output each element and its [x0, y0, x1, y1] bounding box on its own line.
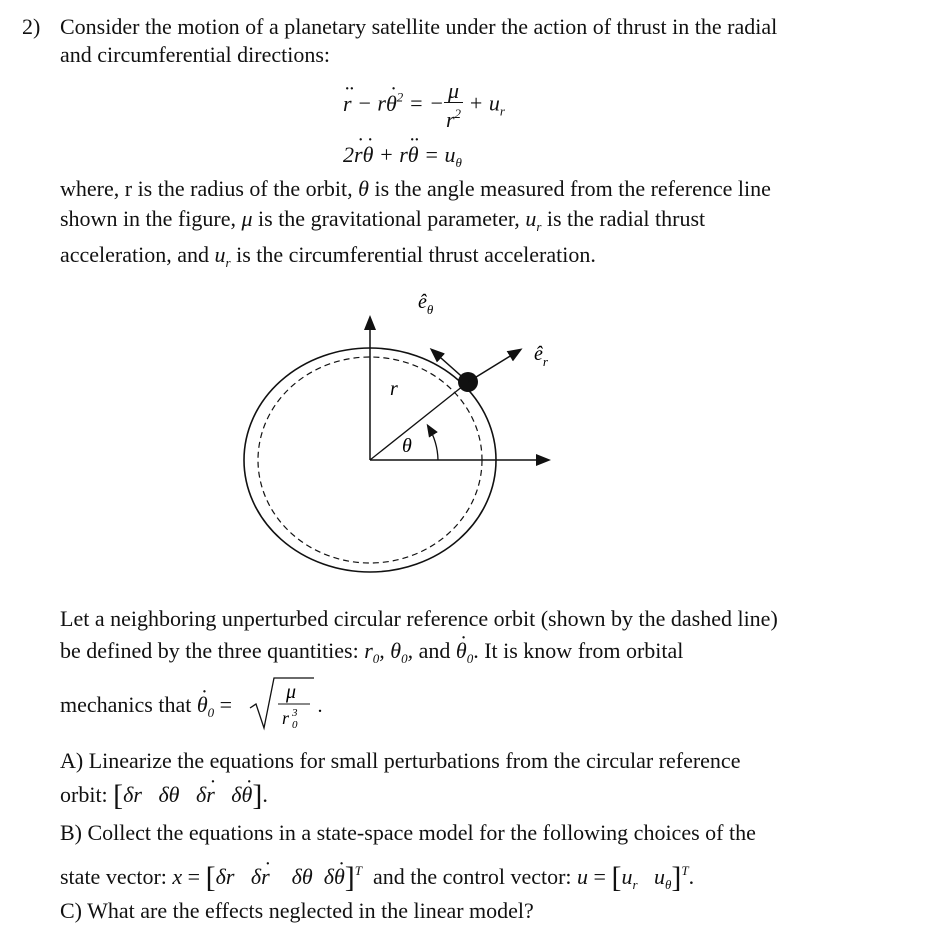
- neighbor-line-1: Let a neighboring unperturbed circular reference orbit (shown by the dashed line): [60, 606, 778, 631]
- label-e-theta: $ê_\theta$: [418, 291, 434, 317]
- part-c: C) What are the effects neglected in the linear model?: [60, 898, 534, 923]
- svg-text:r: r: [282, 708, 290, 728]
- sqrt-expression: [248, 672, 328, 732]
- label-theta: θ: [402, 435, 412, 457]
- svg-text:μ: μ: [286, 681, 297, 703]
- svg-text:.: .: [318, 695, 323, 717]
- part-a-line-1: A) Linearize the equations for small perturbations from the circular reference: [60, 748, 741, 773]
- theta-arc: [428, 426, 438, 460]
- svg-text:3: 3: [292, 707, 298, 719]
- where-line-3: acceleration, and $u_r$ is the circumferential thrust acceleration.: [60, 242, 596, 270]
- part-b-line-2: state vector: x = [δr δr · δθ δθ ·]$^T$ and the control vector: $u = [u_r$ $u_\theta]^T$.: [60, 858, 694, 898]
- e-r-arrow: [468, 350, 520, 382]
- orbit-figure: [0, 280, 948, 580]
- svg-text:0: 0: [292, 719, 298, 731]
- neighbor-line-2: be defined by the three quantities: $r_0$, $\theta_0$, and $\theta \cdot_0$. It is know from orbital: [60, 638, 683, 672]
- where-line-1: where, r is the radius of the orbit, θ is the angle measured from the reference line: [60, 176, 771, 201]
- label-e-r: $ê_r$: [534, 343, 548, 369]
- equation-radial: r ·· − rθ ·$^2$ = − $\frac{\mu}{r^2}$ + $u_r$: [343, 80, 505, 131]
- where-line-2: shown in the figure, μ is the gravitational parameter, $u_r$ is the radial thrust: [60, 206, 706, 234]
- part-a-line-2: orbit: [δr δθ δr · δθ ·].: [60, 782, 268, 809]
- part-b-line-1: B) Collect the equations in a state-space model for the following choices of the: [60, 820, 756, 845]
- intro-line-2: and circumferential directions:: [60, 42, 330, 67]
- equation-circumferential: 2r ·θ · + rθ ·· = $u_\theta$: [343, 142, 462, 171]
- label-r: r: [390, 378, 398, 400]
- mechanics-line: mechanics that $\theta \cdot_0$ =: [60, 692, 232, 726]
- radius-line: [370, 382, 468, 460]
- intro-line-1: Consider the motion of a planetary satellite under the action of thrust in the radial: [60, 14, 778, 39]
- problem-number: 2): [22, 14, 41, 39]
